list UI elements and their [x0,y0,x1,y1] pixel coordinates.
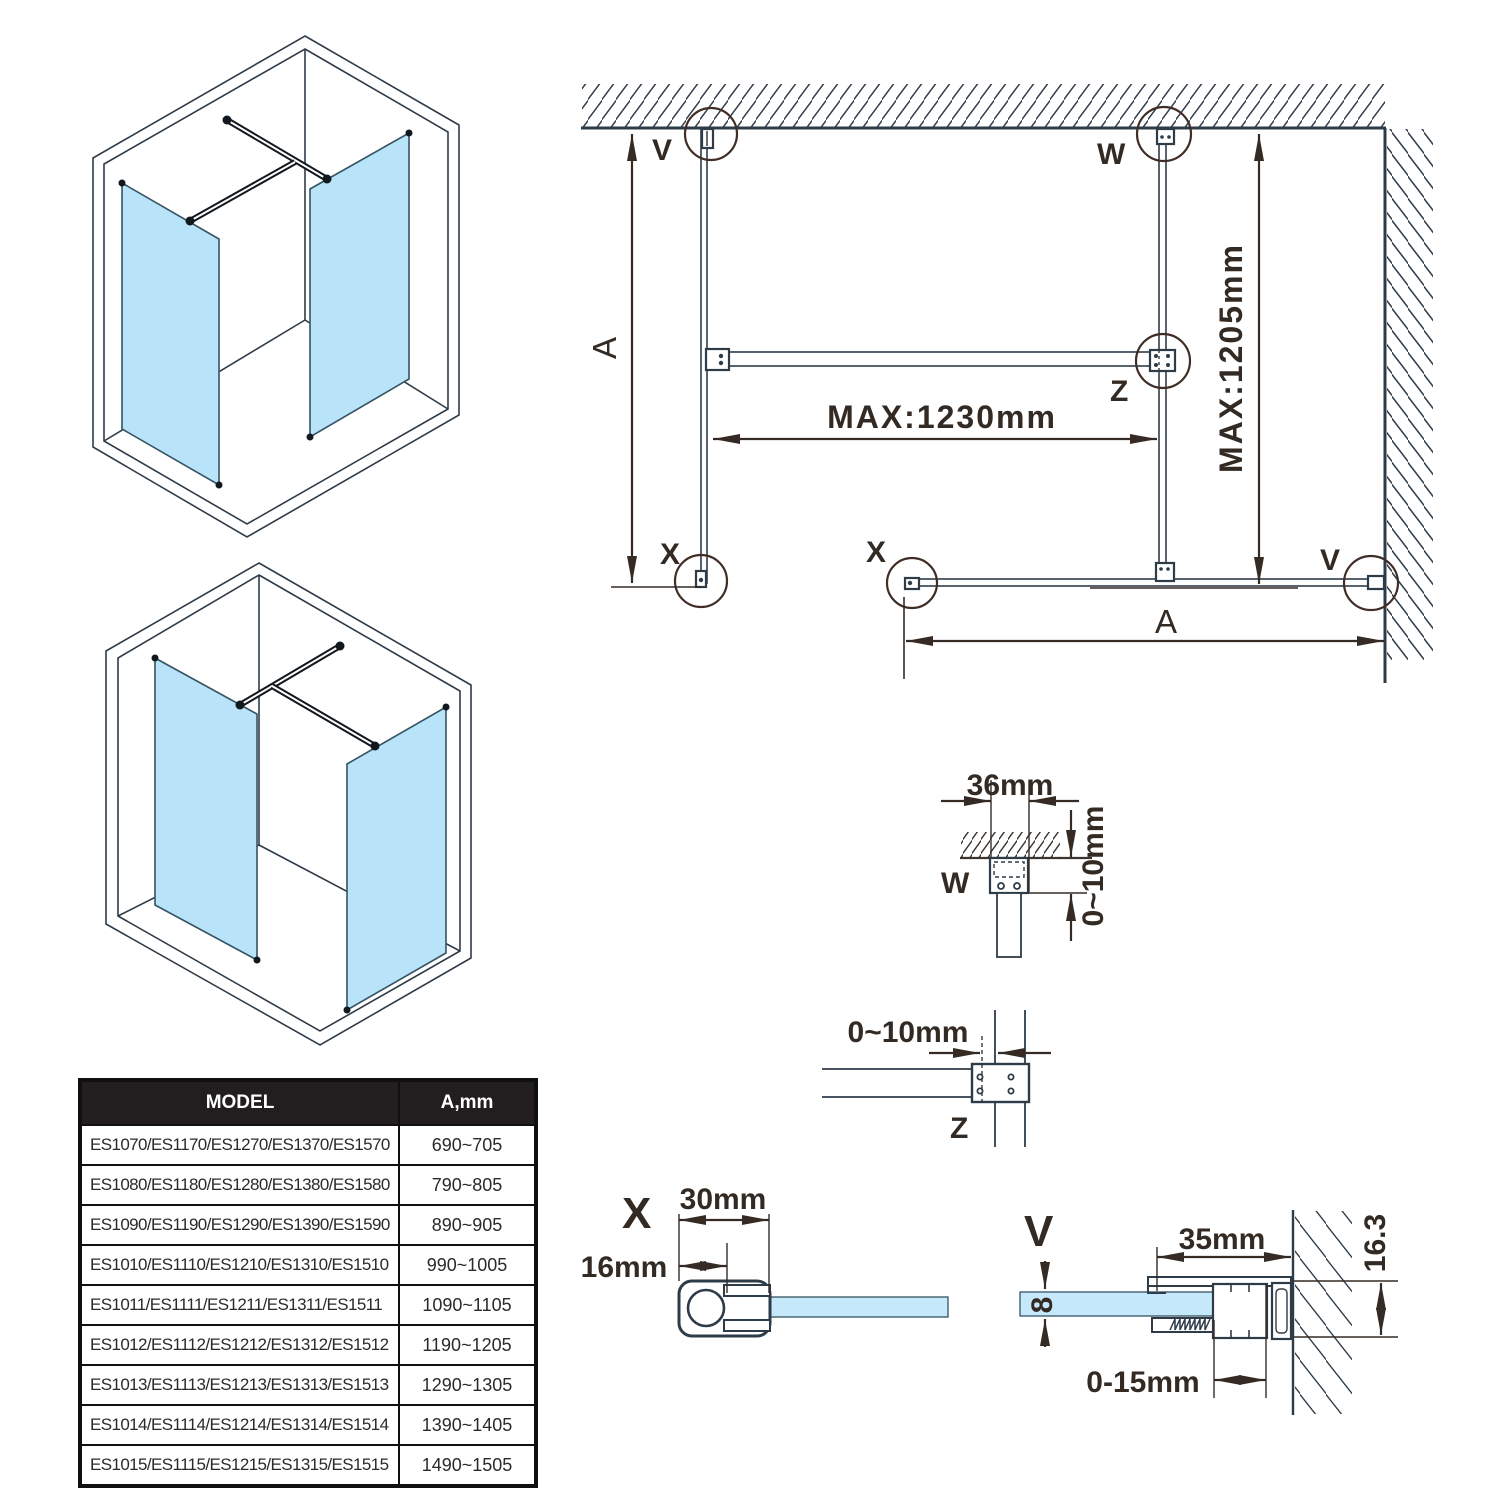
glass-panel-bottom-plan [919,579,1369,586]
dim-text-16-3: 16.3 [1359,1213,1392,1273]
table-row [80,1445,536,1486]
table-row [80,1125,536,1165]
label-x-bottom: X [866,536,887,569]
a-mm-cell: 1090~1105 [399,1285,536,1325]
detail-w [941,769,1110,957]
side-wall-hatch [1387,129,1433,660]
bracket-bar-to-glass [706,349,729,370]
detail-x [581,1183,948,1336]
a-mm-cell: 1190~1205 [399,1325,536,1365]
model-cell: ES1014/ES1114/ES1214/ES1314/ES1514 [80,1405,399,1445]
a-mm-cell: 1390~1405 [399,1405,536,1445]
label-z: Z [1110,375,1129,408]
label-w: W [1097,138,1126,171]
label-v-top: V [652,134,673,167]
bracket-t-connector [1156,563,1174,581]
dim-text-35mm: 35mm [1178,1223,1266,1256]
dim-text-z-gap: 0~10mm [847,1016,969,1049]
wall-profile-body [1213,1284,1267,1338]
label-a-vertical: A [586,336,623,360]
ceiling-hatch [582,84,1385,127]
detail-z [822,1010,1051,1147]
plan-view [581,84,1433,683]
a-mm-cell: 690~705 [399,1125,536,1165]
a-mm-cell: 890~905 [399,1205,536,1245]
label-detail-v: V [1024,1207,1054,1256]
wall-hatch-v [1295,1211,1352,1414]
a-mm-cell: 790~805 [399,1165,536,1205]
table-row [80,1285,536,1325]
support-bar-section [822,1069,972,1097]
model-cell: ES1090/ES1190/ES1290/ES1390/ES1590 [80,1205,399,1245]
dim-text-36mm: 36mm [966,769,1054,802]
bracket-z [1150,350,1175,371]
bracket-v-right [1368,576,1384,589]
model-cell: ES1013/ES1113/ES1213/ES1313/ES1513 [80,1365,399,1405]
clamp-jaw-top [724,1285,770,1296]
support-bar-plan [713,352,1150,366]
dim-text-w-gap: 0~10mm [1077,805,1110,927]
model-cell: ES1080/ES1180/ES1280/ES1380/ES1580 [80,1165,399,1205]
header-model: MODEL [80,1080,399,1125]
dim-text-max-width: MAX:1230mm [827,399,1057,435]
table-header-row [80,1080,536,1125]
label-v-right: V [1320,544,1341,577]
model-spec-table [78,1078,538,1488]
clamp-bracket-z [972,1064,1029,1102]
table-row [80,1245,536,1285]
ceiling-bracket [990,858,1028,893]
profile-tube-x [688,1290,724,1326]
table-row [80,1365,536,1405]
label-detail-w: W [941,867,970,900]
dim-text-30mm: 30mm [679,1183,767,1216]
clamp-jaw-bottom [724,1320,770,1331]
dim-text-glass-8: 8 [1026,1296,1059,1314]
table-row [80,1165,536,1205]
header-a-mm: A,mm [399,1080,536,1125]
ceiling-hatch-small [961,832,1060,857]
model-cell: ES1010/ES1110/ES1210/ES1310/ES1510 [80,1245,399,1285]
bracket-w [1157,129,1174,144]
table-row [80,1405,536,1445]
model-cell: ES1070/ES1170/ES1270/ES1370/ES1570 [80,1125,399,1165]
label-detail-z: Z [950,1112,969,1145]
table-row [80,1205,536,1245]
dim-text-max-height: MAX:1205mm [1213,243,1249,473]
model-cell: ES1015/ES1115/ES1215/ES1315/ES1515 [80,1445,399,1486]
a-mm-cell: 1490~1505 [399,1445,536,1486]
model-cell: ES1011/ES1111/ES1211/ES1311/ES1511 [80,1285,399,1325]
a-mm-cell: 1290~1305 [399,1365,536,1405]
dim-text-0-15mm: 0-15mm [1086,1366,1200,1399]
model-cell: ES1012/ES1112/ES1212/ES1312/ES1512 [80,1325,399,1365]
glass-edge-w [997,893,1021,957]
a-mm-cell: 990~1005 [399,1245,536,1285]
detail-v [1020,1207,1398,1415]
table-row [80,1325,536,1365]
dim-text-16mm: 16mm [580,1251,668,1284]
label-x-left: X [660,538,681,571]
label-a-horizontal: A [1154,603,1178,640]
label-detail-x: X [622,1189,652,1238]
